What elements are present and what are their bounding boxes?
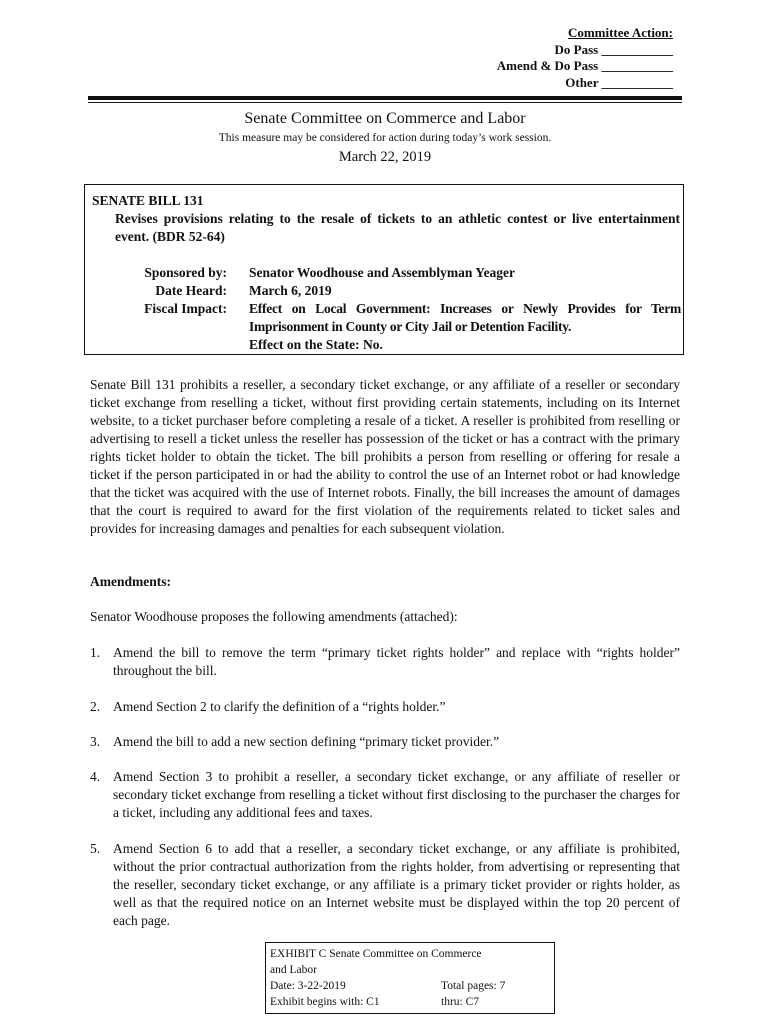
hearing-date: March 22, 2019 [338, 149, 432, 165]
committee-action-heading: Committee Action: [567, 25, 673, 40]
bill-description: Revises provisions relating to the resale of tickets to an athletic contest or live entertainment event. (BDR 52-64) [115, 211, 680, 244]
amendment-text: Amend Section 6 to add that a reseller, a secondary ticket exchange, or any affiliate is prohibited, without the prior contractual authorization from the rights holder, from advertising or representing that the reseller, secondary ticket exchange, or any affiliate is a primary ticket provider or rights holder, as well as that the required notice on an Internet website must be displayed within the top 20 percent of each page. [113, 841, 680, 928]
header-rule-thick [88, 96, 682, 100]
amendment-item [90, 698, 680, 716]
exhibit-line-2: and Labor [270, 964, 317, 976]
bill-number: SENATE BILL 131 [92, 193, 204, 208]
sponsored-value: Senator Woodhouse and Assemblyman Yeager [249, 265, 516, 280]
exhibit-stamp [265, 942, 555, 1014]
bill-info-box [84, 184, 684, 355]
exhibit-thru: thru: C7 [441, 996, 480, 1008]
exhibit-date-row [270, 978, 550, 994]
amendments-heading: Amendments: [90, 574, 171, 589]
do-pass-line: Do Pass ___________ [554, 41, 673, 57]
date-heard-value: March 6, 2019 [249, 283, 332, 298]
amend-do-pass-line: Amend & Do Pass ___________ [496, 58, 673, 73]
committee-action-block [497, 25, 673, 91]
header-rule-thin [88, 102, 682, 103]
sponsored-label: Sponsored by: [144, 265, 227, 280]
amendment-item [90, 733, 680, 751]
exhibit-date: Date: 3-22-2019 [270, 980, 346, 992]
page-title: Senate Committee on Commerce and Labor [244, 110, 526, 127]
bill-summary: Senate Bill 131 prohibits a reseller, a secondary ticket exchange, or any affiliate of a reseller or secondary ticket exchange from reselling a ticket, without first providing certain statements, including on its Internet website, to a ticket purchaser before completing a resale of a ticket. A reseller is prohibited from reselling or advertising to resell a ticket unless the reseller has possession of the ticket or has a contract with the primary rights ticket holder to obtain the ticket. The bill prohibits a person from reselling or offering for resale a ticket if the person participated in or had the ability to control the use of an Internet robot or had knowledge that the ticket was acquired with the use of Internet robots. Finally, the bill increases the amount of damages that the court is required to award for the first violation of the requirements related to ticket sales and provides for increasing damages and penalties for each subsequent violation. [90, 377, 680, 536]
other-line: Other ___________ [565, 74, 673, 90]
amendment-number: 4. [90, 769, 101, 784]
amendment-number: 5. [90, 841, 101, 856]
exhibit-range-row [270, 994, 550, 1010]
fiscal-impact-label: Fiscal Impact: [144, 301, 227, 316]
fiscal-impact-local: Effect on Local Government: Increases or Newly Provides for Term Imprisonment in County or City Jail or Detention Facility. [249, 301, 681, 334]
amendment-number: 2. [90, 699, 101, 714]
work-session-notice: This measure may be considered for action during today’s work session. [218, 132, 552, 144]
amendment-text: Amend the bill to add a new section defining “primary ticket provider.” [113, 734, 500, 749]
exhibit-total-pages: Total pages: 7 [441, 980, 506, 992]
amendment-item [90, 644, 680, 680]
date-heard-label: Date Heard: [155, 283, 227, 298]
exhibit-begins: Exhibit begins with: C1 [270, 996, 380, 1008]
amendment-text: Amend Section 2 to clarify the definition of a “rights holder.” [113, 699, 446, 714]
amendment-number: 1. [90, 645, 101, 660]
amendment-text: Amend Section 3 to prohibit a reseller, a secondary ticket exchange, or any affiliate of reseller or secondary ticket exchange from reselling a ticket without first disclosing to the purchaser the charges for a ticket, including any additional fees and taxes. [113, 769, 680, 820]
amendment-item [90, 768, 680, 822]
fiscal-impact-state: Effect on the State: No. [249, 337, 383, 352]
exhibit-line-1: EXHIBIT C Senate Committee on Commerce [270, 948, 482, 960]
amendment-text: Amend the bill to remove the term “primary ticket rights holder” and replace with “rights holder” throughout the bill. [113, 645, 680, 678]
amendment-item [90, 840, 680, 930]
amendment-number: 3. [90, 734, 101, 749]
amendments-intro: Senator Woodhouse proposes the following amendments (attached): [90, 609, 458, 624]
